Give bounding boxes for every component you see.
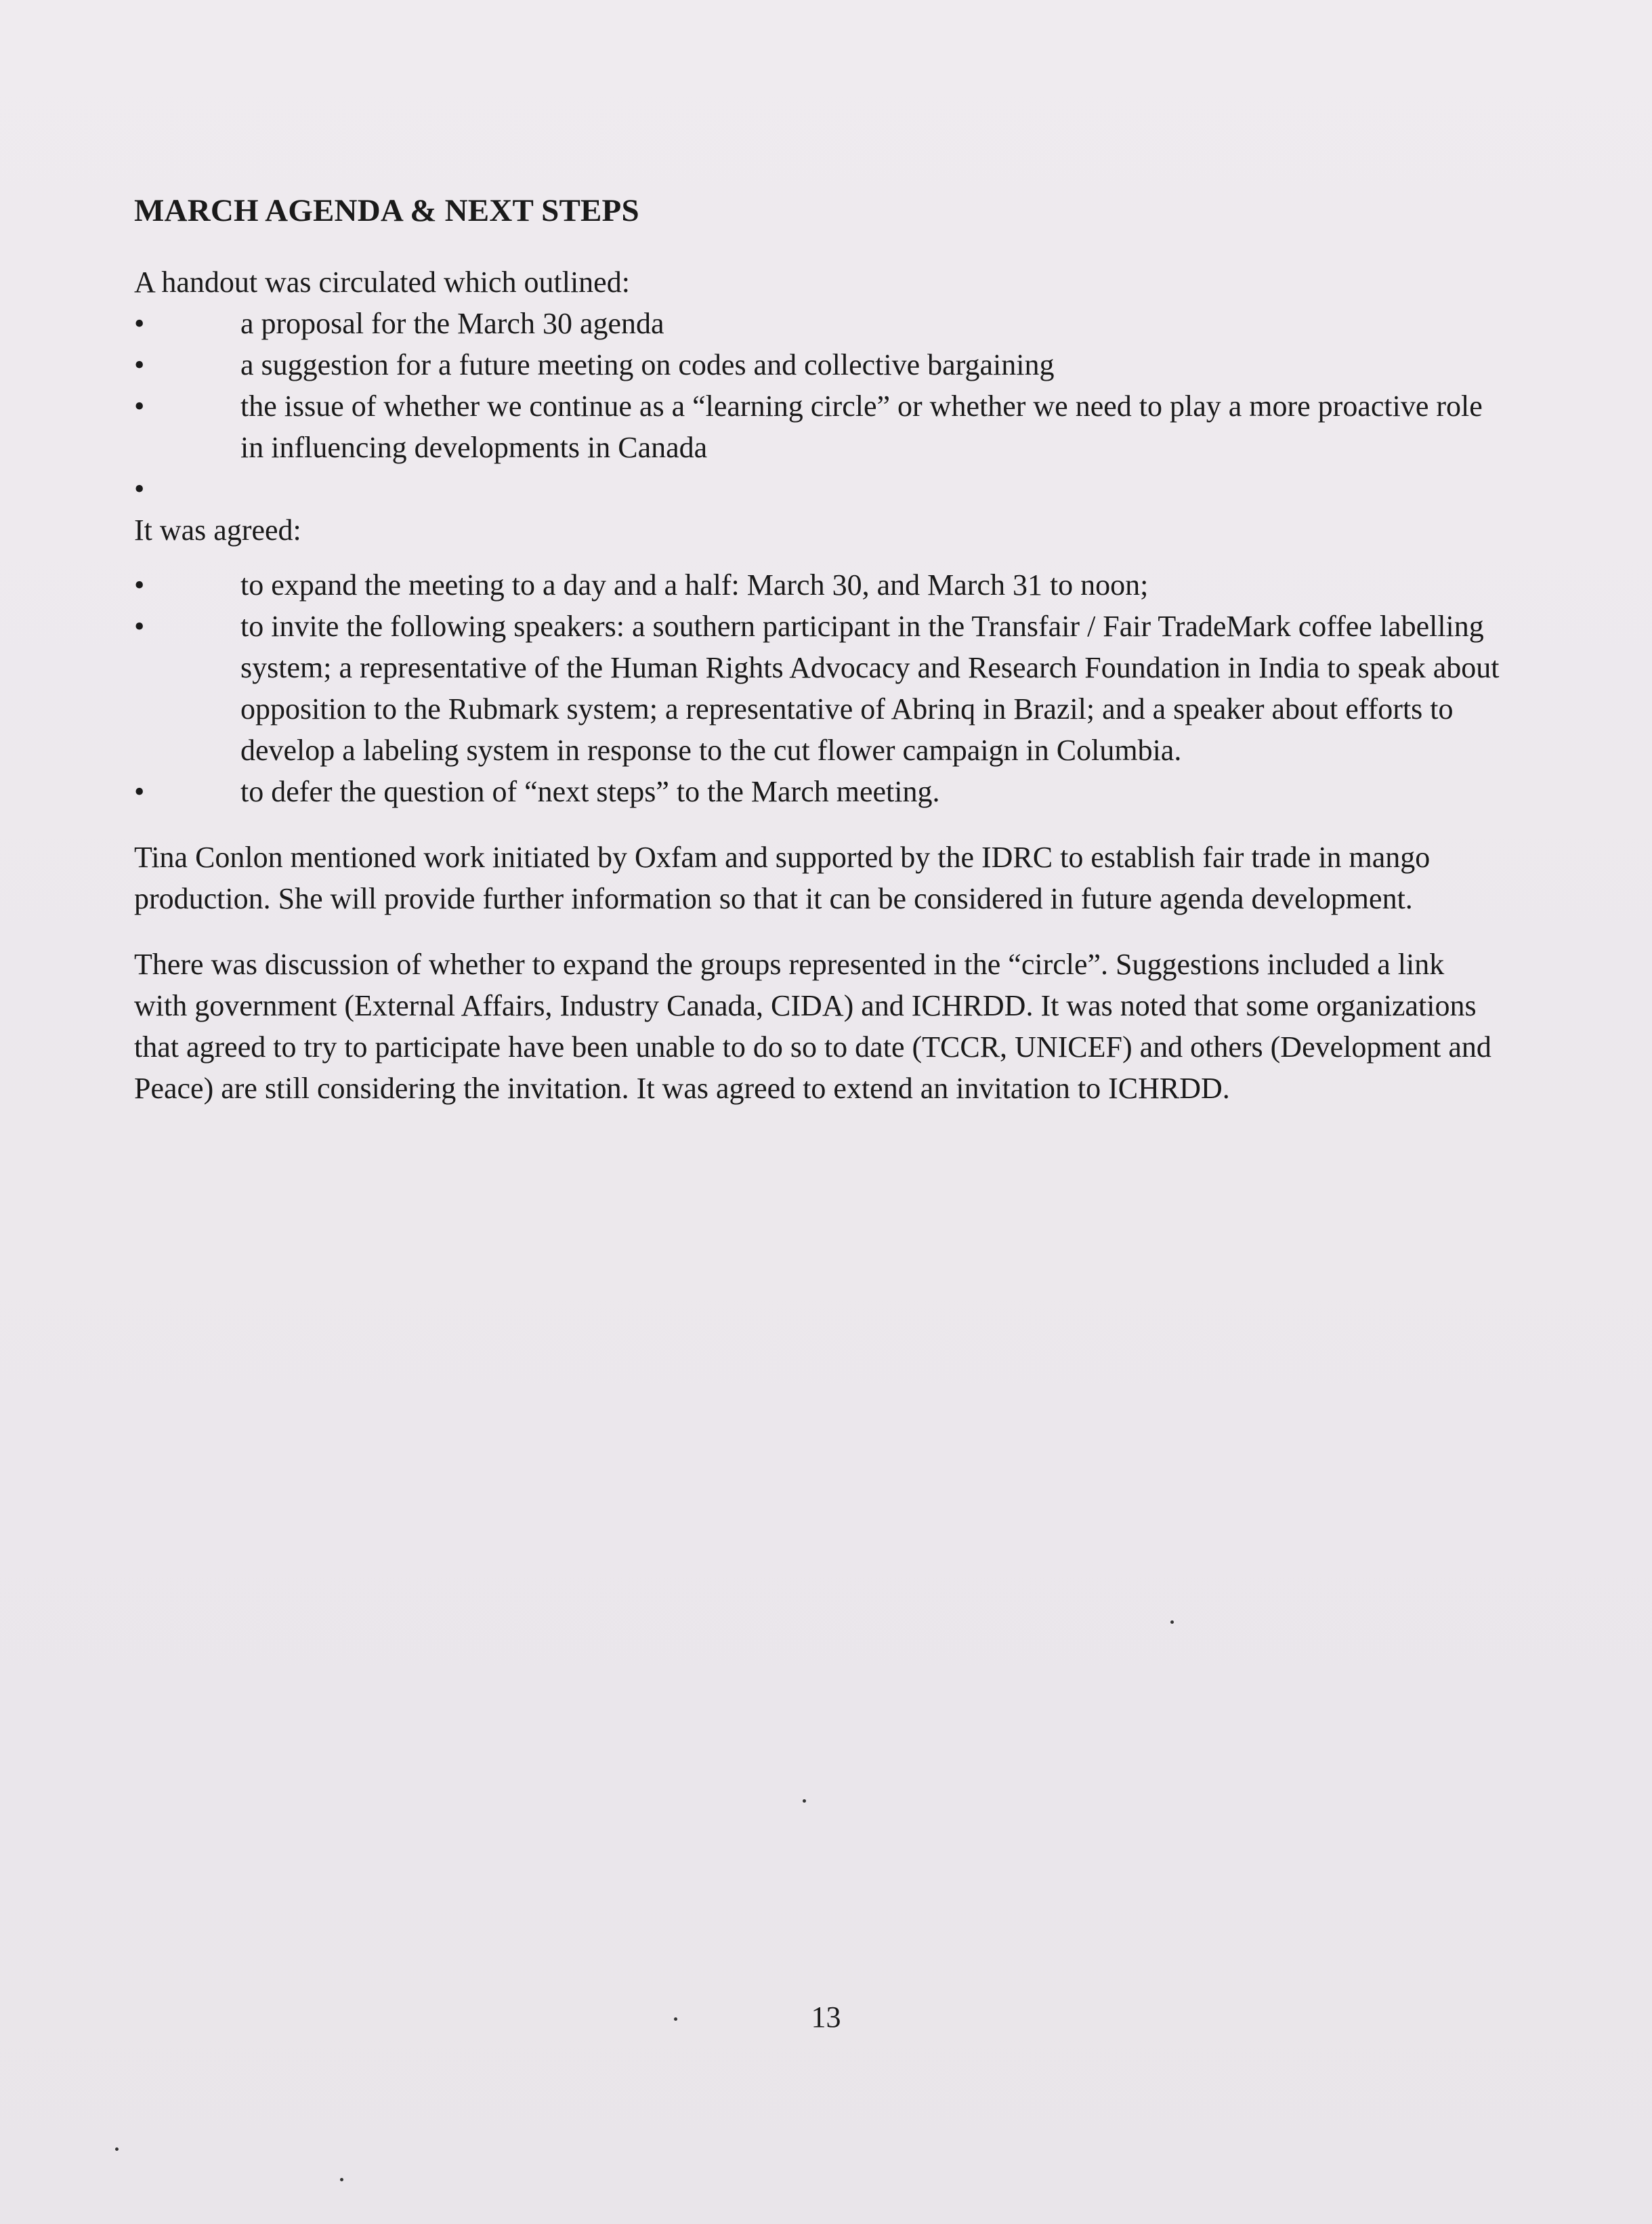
bullet-marker: • bbox=[134, 348, 145, 381]
agreed-item-text: to invite the following speakers: a southern participant in the Transfair / Fair TradeMark coffee labelling system; a representative of the Human Rights Advocacy and Research Foundation in India to speak about opposition to the Rubmark system; a representative of Abrinq in Brazil; and a speaker about efforts to develop a labeling system in response to the cut flower campaign in Columbia. bbox=[240, 610, 1500, 767]
handout-intro: A handout was circulated which outlined: bbox=[134, 266, 630, 299]
bullet-marker: • bbox=[134, 472, 145, 505]
section-heading: MARCH AGENDA & NEXT STEPS bbox=[134, 193, 639, 228]
handout-item bbox=[134, 344, 1502, 385]
agreed-item-text: to defer the question of “next steps” to the March meeting. bbox=[240, 775, 940, 808]
agreed-item bbox=[134, 606, 1502, 771]
spacer bbox=[134, 812, 1502, 837]
scan-speck bbox=[340, 2178, 343, 2181]
handout-item-text: a suggestion for a future meeting on codes and collective bargaining bbox=[240, 348, 1055, 381]
bullet-marker: • bbox=[134, 568, 145, 602]
scan-speck bbox=[1170, 1620, 1174, 1624]
spacer bbox=[134, 551, 1502, 564]
scan-speck bbox=[674, 2017, 677, 2021]
bullet-marker: • bbox=[134, 307, 145, 340]
handout-list bbox=[134, 303, 1502, 509]
scan-speck bbox=[115, 2147, 119, 2151]
agreed-item-text: to expand the meeting to a day and a half: March 30, and March 31 to noon; bbox=[240, 568, 1149, 602]
page-number: 13 bbox=[811, 2000, 841, 2034]
paragraph-circle: There was discussion of whether to expand the groups represented in the “circle”. Suggestions included a link with government (External Affairs, Industry Canada, CIDA) and ICHRDD. It was noted that some organizations that agreed to try to participate have been unable to do so to date (TCCR, UNICEF) and others (Development and Peace) are still considering the invitation. It was agreed to extend an invitation to ICHRDD. bbox=[134, 948, 1491, 1105]
agreed-intro: It was agreed: bbox=[134, 513, 301, 547]
handout-item-text: a proposal for the March 30 agenda bbox=[240, 307, 664, 340]
handout-item-empty bbox=[134, 468, 1502, 509]
scan-speck bbox=[803, 1799, 806, 1803]
agreed-item bbox=[134, 564, 1502, 606]
agreed-item bbox=[134, 771, 1502, 812]
handout-item bbox=[134, 303, 1502, 344]
agreed-list bbox=[134, 564, 1502, 812]
handout-item-text: the issue of whether we continue as a “learning circle” or whether we need to play a more proactive role in influencing developments in Canada bbox=[240, 390, 1483, 464]
bullet-marker: • bbox=[134, 390, 145, 423]
document-body bbox=[134, 188, 1502, 1109]
handout-item bbox=[134, 385, 1502, 468]
bullet-marker: • bbox=[134, 775, 145, 808]
paragraph-oxfam: Tina Conlon mentioned work initiated by Oxfam and supported by the IDRC to establish fair trade in mango production. She will provide further information so that it can be considered in future agenda development. bbox=[134, 841, 1431, 915]
spacer bbox=[134, 919, 1502, 944]
bullet-marker: • bbox=[134, 610, 145, 643]
